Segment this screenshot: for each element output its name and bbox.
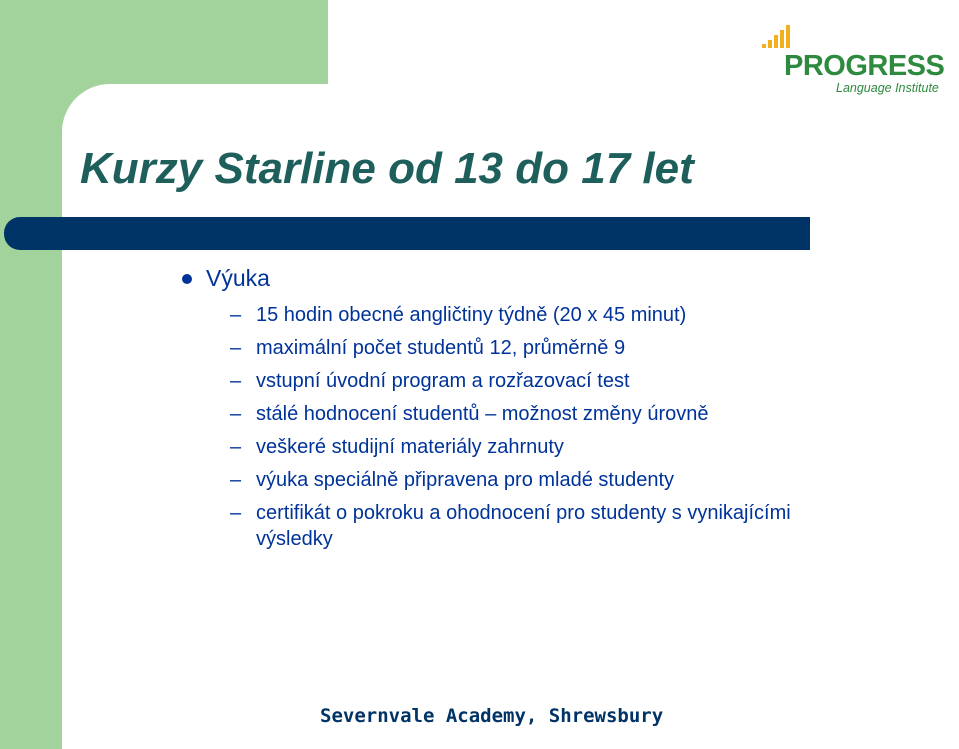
content-area <box>180 262 860 559</box>
dash-bullet-icon: – <box>230 370 242 392</box>
list-item <box>180 335 816 361</box>
dash-bullet-icon: – <box>230 304 242 326</box>
list-item-text: výuka speciálně připravena pro mladé studenty <box>256 469 675 491</box>
logo-wordmark: PROGRESS <box>784 50 945 82</box>
list-item-text: maximální počet studentů 12, průměrně 9 <box>256 337 626 359</box>
section-item <box>180 262 860 294</box>
list-item <box>180 401 816 427</box>
list-item-text: certifikát o pokroku a ohodnocení pro studenty s vynikajícími výsledky <box>256 502 791 550</box>
list-item-text: stálé hodnocení studentů – možnost změny úrovně <box>256 403 709 425</box>
list-item-text: veškeré studijní materiály zahrnuty <box>256 436 564 458</box>
dash-bullet-icon: – <box>230 469 242 491</box>
sub-list <box>180 302 860 552</box>
progress-logo <box>762 24 958 98</box>
dash-bullet-icon: – <box>230 502 242 524</box>
list-item <box>180 368 816 394</box>
list-item-text: vstupní úvodní program a rozřazovací test <box>256 370 630 392</box>
dash-bullet-icon: – <box>230 403 242 425</box>
dash-bullet-icon: – <box>230 436 242 458</box>
dash-bullet-icon: – <box>230 337 242 359</box>
title-underline-bar <box>4 217 810 250</box>
logo-subtitle: Language Institute <box>836 81 939 95</box>
slide-title: Kurzy Starline od 13 do 17 let <box>80 144 694 193</box>
bullet-dot-icon <box>182 274 192 284</box>
list-item-text: 15 hodin obecné angličtiny týdně (20 x 45 minut) <box>256 304 687 326</box>
footer-text: Severnvale Academy, Shrewsbury <box>320 705 664 727</box>
list-item <box>180 434 816 460</box>
list-item <box>180 500 816 552</box>
section-heading: Výuka <box>206 265 270 291</box>
list-item <box>180 302 816 328</box>
list-item <box>180 467 816 493</box>
